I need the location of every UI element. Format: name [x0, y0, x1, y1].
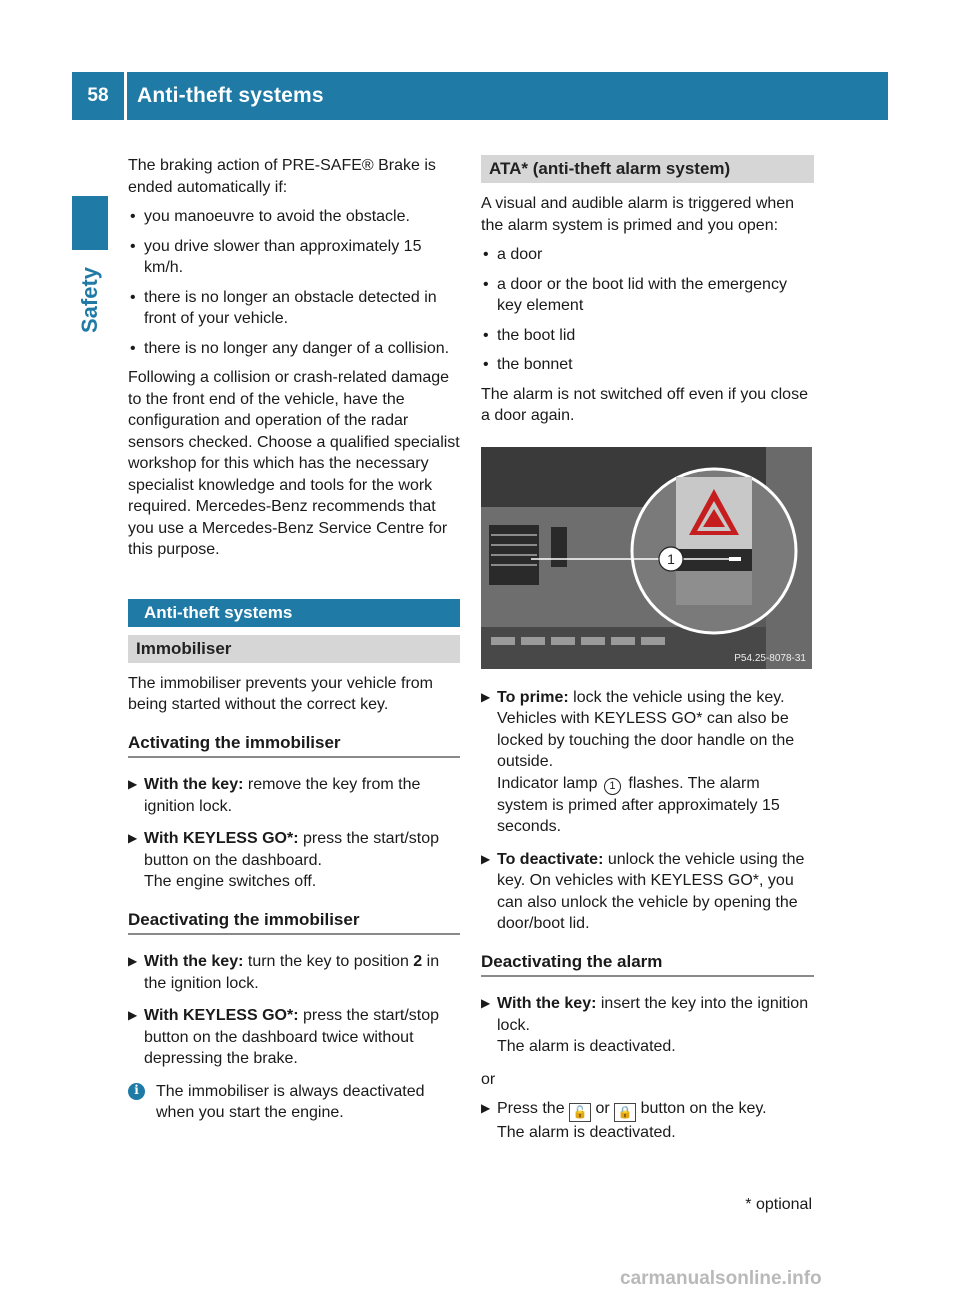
photo-code: P54.25-8078-31: [734, 652, 806, 664]
list-item: • a door or the boot lid with the emergency key element: [481, 274, 814, 317]
chapter-tab: [72, 196, 108, 250]
footnote: * optional: [745, 1196, 812, 1213]
callout-number: 1: [604, 778, 621, 795]
radar-paragraph: Following a collision or crash-related damage to the front end of the vehicle, have the configuration and operation of the radar sensors checked. Choose a qualified specialist workshop for this which has the necessary specialist knowledge and tools for the work required. Mercedes-Benz recommends that you use a Mercedes-Benz Service Centre for this purpose.: [128, 369, 460, 558]
step-arrow-icon: ▶: [128, 954, 138, 968]
deactivating-alarm-heading: Deactivating the alarm: [481, 951, 814, 978]
step-text: or: [591, 1100, 615, 1117]
list-item: • the boot lid: [481, 325, 814, 347]
page-header: [72, 72, 888, 120]
instruction-step: [128, 828, 460, 893]
immobiliser-text: The immobiliser prevents your vehicle from being started without the correct key.: [128, 674, 433, 713]
right-column: [481, 155, 814, 1155]
instruction-step: [128, 1005, 460, 1070]
list-item: • there is no longer an obstacle detected in front of your vehicle.: [128, 287, 460, 330]
watermark: carmanualsonline.info: [620, 1268, 822, 1289]
step-label: With the key:: [497, 995, 597, 1012]
step-text: insert the key into the ignition lock.: [497, 995, 809, 1034]
info-note: [128, 1081, 460, 1124]
step-text: lock the vehicle using the key.: [568, 688, 785, 706]
step-text: flashes. The alarm system is primed after approximately 15 seconds.: [497, 774, 780, 835]
left-column: [128, 155, 460, 1124]
subsection-title: Immobiliser: [128, 635, 460, 663]
activating-heading: Activating the immobiliser: [128, 732, 460, 759]
page-title: Anti-theft systems: [137, 84, 324, 107]
step-text: remove the key from the ignition lock.: [144, 776, 421, 815]
step-arrow-icon: ▶: [128, 1008, 138, 1022]
dashboard-photo: [481, 447, 812, 669]
step-text: press the start/stop button on the dashboard.: [144, 830, 440, 869]
instruction-step: [128, 774, 460, 817]
step-label: With KEYLESS GO*:: [144, 1007, 299, 1024]
list-item: • there is no longer any danger of a collision.: [128, 338, 460, 360]
step-arrow-icon: ▶: [481, 996, 491, 1010]
instruction-step: [481, 849, 814, 935]
instruction-step: [481, 1098, 814, 1144]
section-title: Anti-theft systems: [128, 599, 460, 627]
step-extra: Vehicles with KEYLESS GO* can also be locked by touching the door handle on the outside.: [497, 710, 795, 770]
info-text: The immobiliser is always deactivated when you start the engine.: [156, 1082, 425, 1121]
step-arrow-icon: ▶: [481, 689, 491, 704]
lock-icon: 🔒: [614, 1103, 636, 1122]
step-text: button on the key.: [636, 1100, 767, 1117]
page-number: 58: [87, 85, 109, 106]
step-arrow-icon: ▶: [128, 777, 138, 791]
list-item: • you drive slower than approximately 15 km/h.: [128, 236, 460, 279]
instruction-step: [481, 993, 814, 1058]
step-text: Indicator lamp: [497, 774, 602, 792]
step-result: The alarm is deactivated.: [497, 1124, 676, 1142]
photo-callout: 1: [667, 550, 675, 567]
step-label: With the key:: [144, 776, 244, 793]
step-arrow-icon: ▶: [481, 1101, 491, 1115]
list-item: • the bonnet: [481, 354, 814, 376]
info-icon: i: [128, 1083, 145, 1100]
step-text: in the ignition lock.: [144, 953, 440, 992]
chapter-label: Safety: [77, 266, 102, 334]
instruction-step: [128, 951, 460, 994]
deactivating-heading: Deactivating the immobiliser: [128, 909, 460, 936]
position-number: 2: [413, 953, 423, 970]
intro-text: The braking action of PRE-SAFE® Brake is ended automatically if:: [128, 157, 436, 196]
step-text: unlock the vehicle using the key. On vehicles with KEYLESS GO*, you can also unlock the vehicle by opening the door/boot lid.: [497, 850, 805, 932]
list-item: • a door: [481, 244, 814, 266]
step-text: press the start/stop button on the dashboard twice without depressing the brake.: [144, 1007, 440, 1067]
list-item: • you manoeuvre to avoid the obstacle.: [128, 206, 460, 228]
step-label: With the key:: [144, 953, 244, 970]
step-label: To deactivate:: [497, 850, 604, 868]
step-arrow-icon: ▶: [481, 851, 491, 866]
step-result: The engine switches off.: [144, 873, 317, 890]
step-result: The alarm is deactivated.: [497, 1038, 676, 1055]
step-arrow-icon: ▶: [128, 831, 138, 845]
step-text: turn the key to position: [243, 953, 414, 970]
instruction-step: [481, 687, 814, 838]
unlock-icon: 🔓: [569, 1103, 591, 1122]
alarm-intro: A visual and audible alarm is triggered when the alarm system is primed and you open:: [481, 195, 795, 234]
step-text: Press the: [497, 1100, 570, 1117]
or-text: or: [481, 1070, 496, 1088]
subsection-title-ata: ATA* (anti-theft alarm system): [481, 155, 814, 183]
alarm-note: The alarm is not switched off even if you close a door again.: [481, 385, 808, 424]
step-label: To prime:: [497, 688, 569, 706]
step-label: With KEYLESS GO*:: [144, 830, 299, 847]
